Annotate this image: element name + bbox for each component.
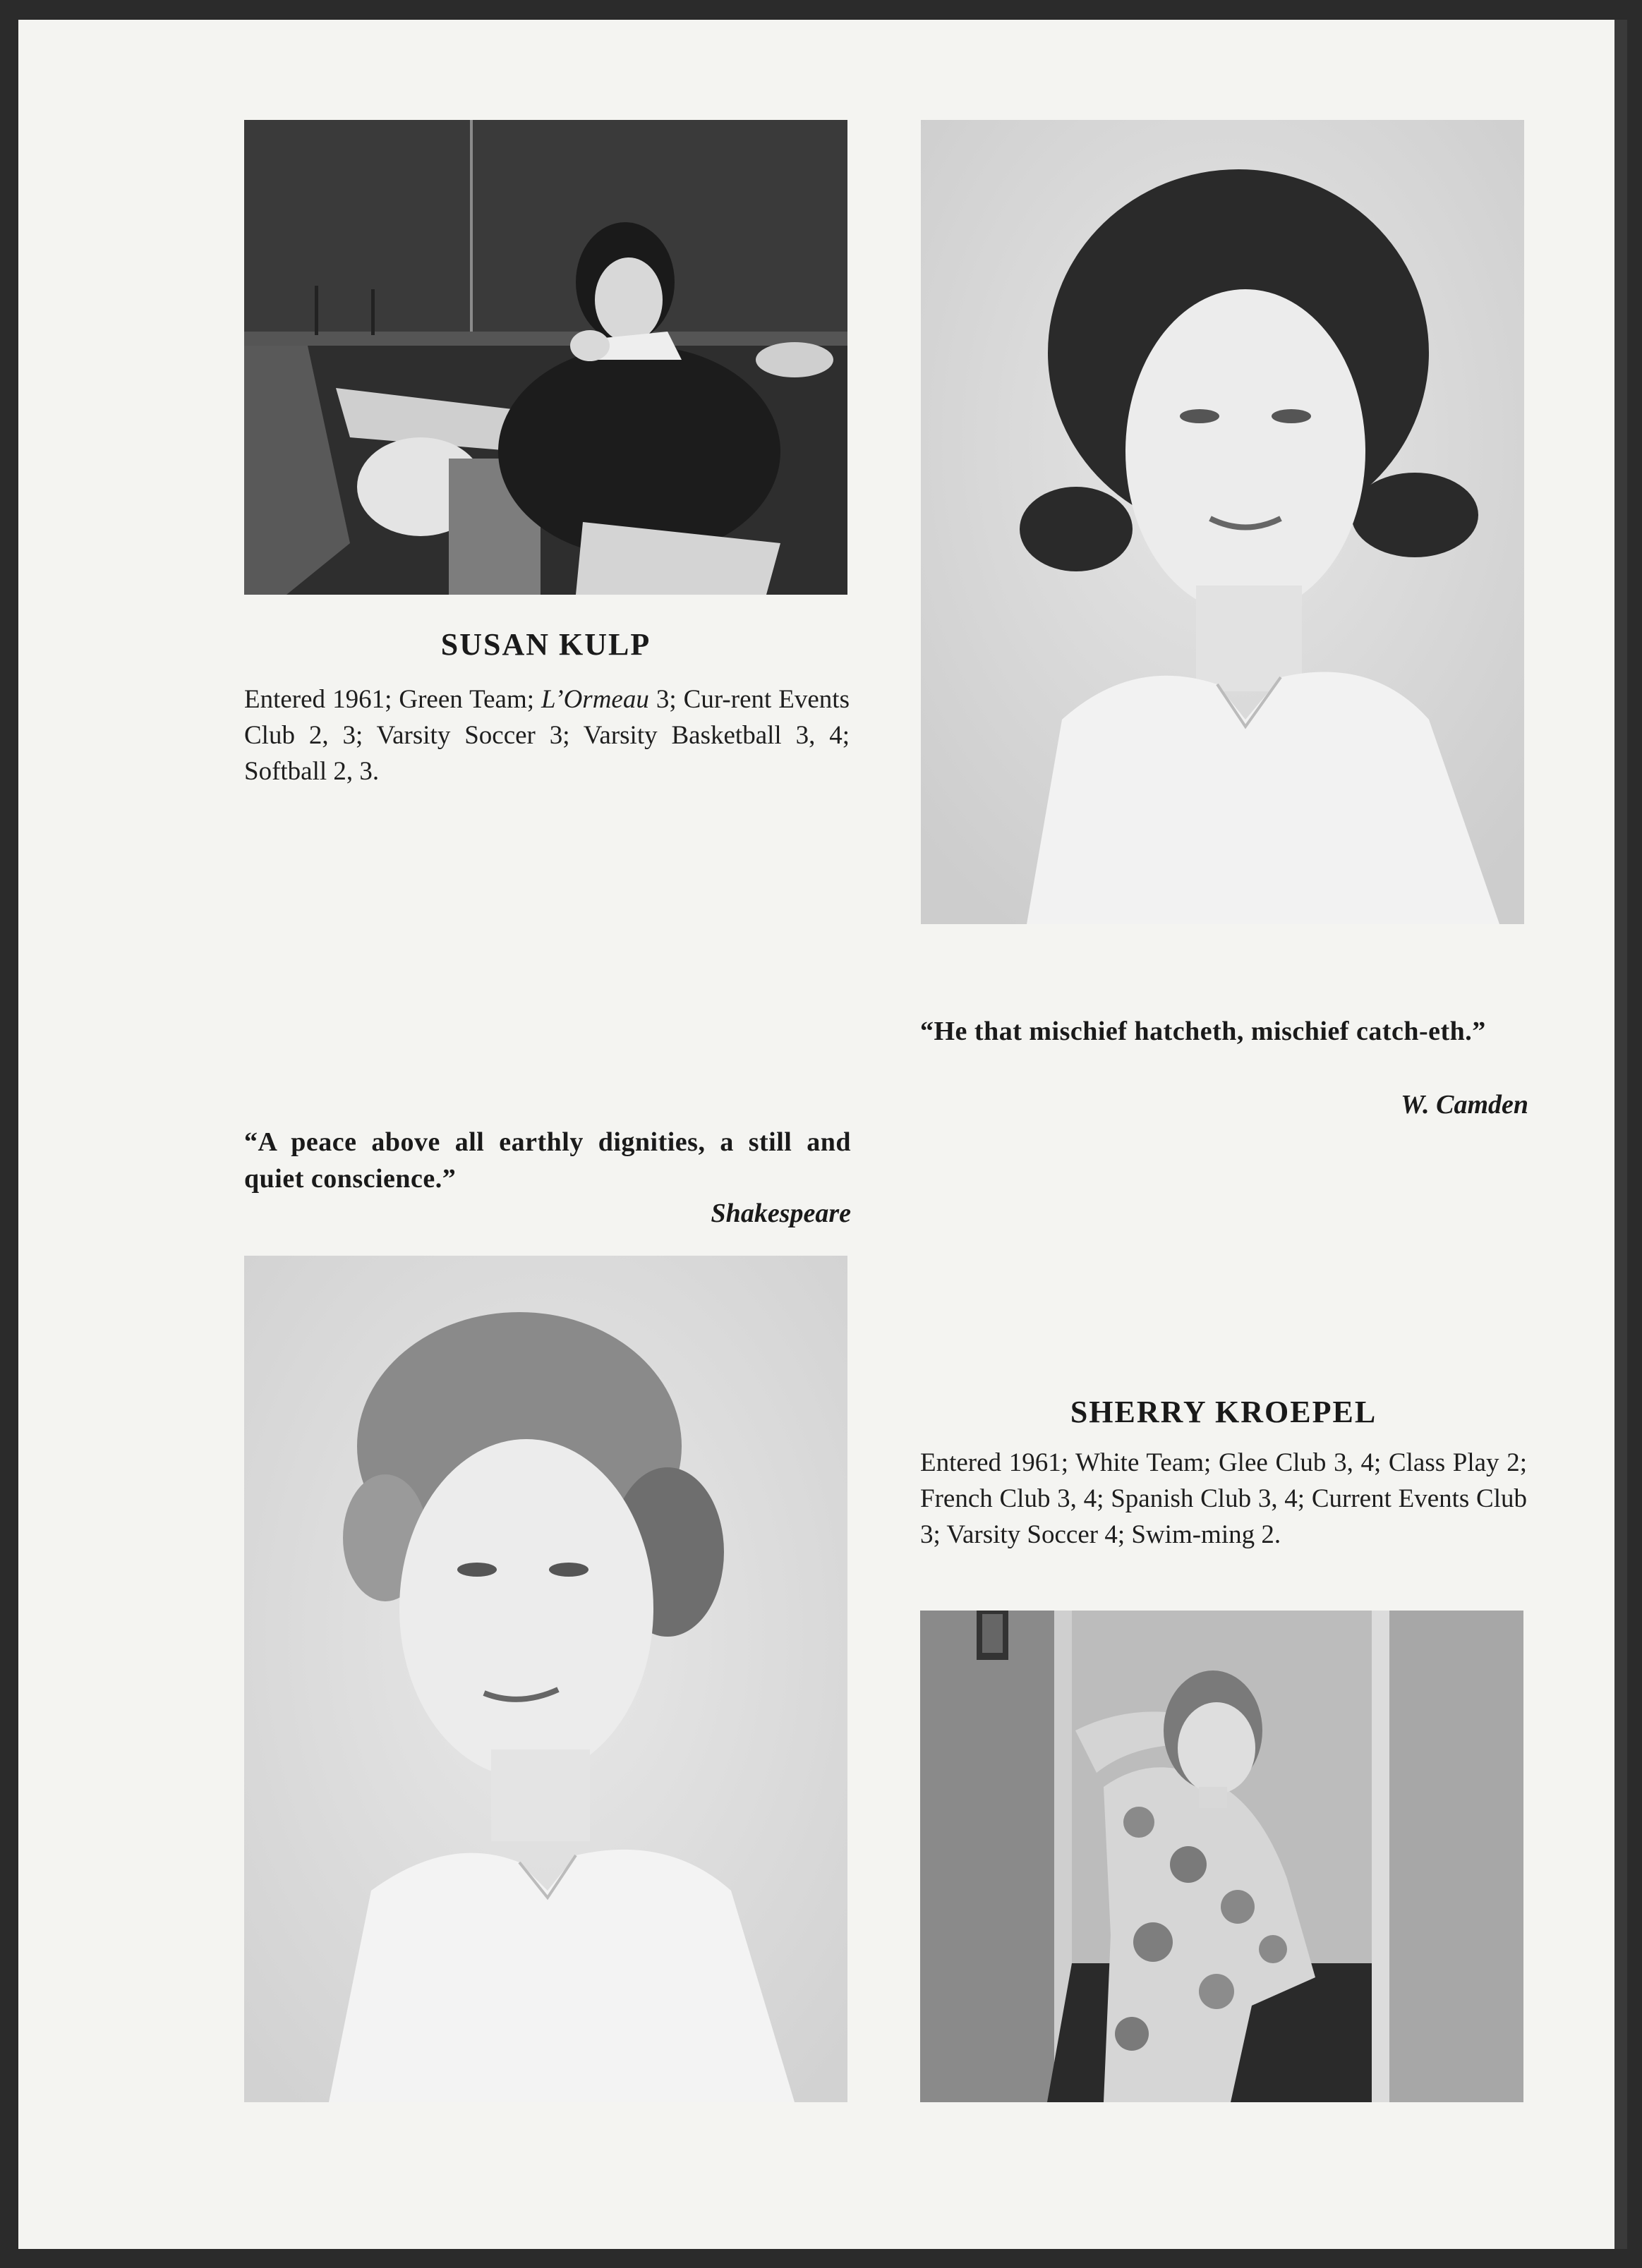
- quote-author: Shakespeare: [711, 1199, 851, 1228]
- student-bio: [244, 681, 850, 789]
- yearbook-page: [18, 20, 1627, 2249]
- quote-text: “A peace above all earthly dignities, a still and quiet conscience.”: [244, 1127, 851, 1194]
- bio-text: 3; Cur-rent Events Club 2, 3; Varsity Soccer 3; Varsity Basketball 3, 4; Softball 2, 3.: [244, 685, 850, 786]
- quote-text: “He that mischief hatcheth, mischief catch-eth.”: [920, 1017, 1486, 1046]
- susan-kulp-portrait-photo: [921, 120, 1524, 924]
- student-name: SUSAN KULP: [440, 627, 651, 662]
- sherry-kroepel-portrait-photo: [244, 1256, 847, 2102]
- student-name: SHERRY KROEPEL: [1070, 1395, 1377, 1429]
- sherry-kroepel-candid-photo: [920, 1611, 1523, 2102]
- quote-author: W. Camden: [1401, 1090, 1528, 1120]
- student-bio: Entered 1961; White Team; Glee Club 3, 4; Class Play 2; French Club 3, 4; Spanish Club 3, 4; Current Events Club 3; Varsity Soccer 4; Swim-ming 2.: [920, 1448, 1527, 1549]
- bio-text: Entered 1961; Green Team;: [244, 685, 542, 714]
- susan-kulp-candid-photo: [244, 120, 847, 595]
- publication-name: L’Ormeau: [541, 685, 649, 714]
